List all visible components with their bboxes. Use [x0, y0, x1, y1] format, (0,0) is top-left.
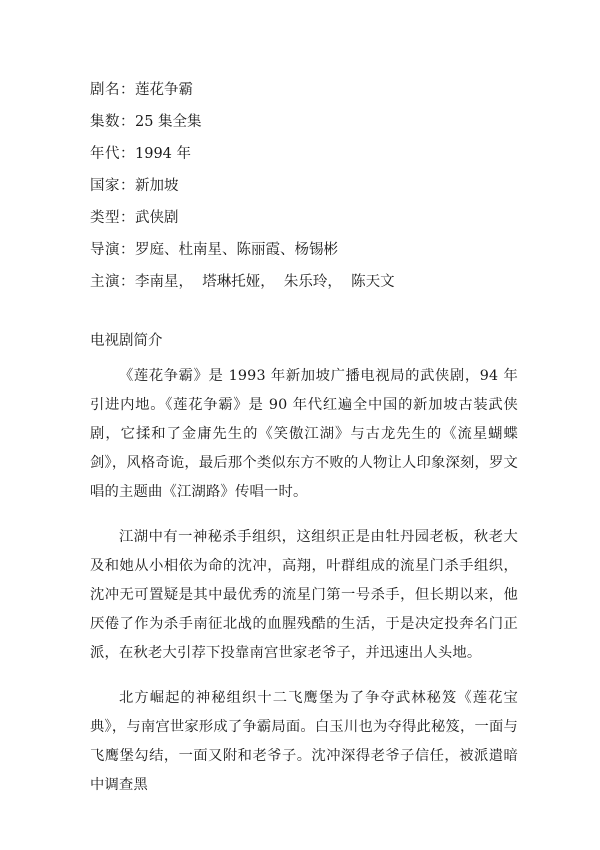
info-label: 集数： — [90, 114, 135, 130]
synopsis-body — [90, 362, 518, 816]
info-label: 年代： — [90, 146, 135, 162]
info-value: 25 集全集 — [135, 114, 202, 130]
info-country — [90, 174, 520, 206]
info-value: 莲花争霸 — [135, 82, 193, 98]
info-value: 罗庭、杜南星、陈丽霞、杨锡彬 — [135, 242, 338, 258]
info-directors — [90, 238, 520, 270]
synopsis-heading: 电视剧简介 — [90, 333, 163, 349]
info-value: 武侠剧 — [135, 210, 179, 226]
info-genre — [90, 206, 520, 238]
info-year — [90, 142, 520, 174]
info-value: 1994 年 — [135, 146, 192, 162]
synopsis-paragraph: 江湖中有一神秘杀手组织，这组织正是由牡丹园老板，秋老大及和她从小相依为命的沈冲，高翔，叶群组成的流星门杀手组织，沈冲无可置疑是其中最优秀的流星门第一号杀手，但长期以来，他厌倦了作为杀手南征北战的血腥残酷的生活，于是决定投奔名门正派，在秋老大引荐下投靠南宫世家老爷子，并迅速出人头地。 — [90, 529, 518, 661]
info-label: 导演： — [90, 242, 135, 258]
info-value: 李南星， 塔琳托娅， 朱乐玲， 陈天文 — [135, 274, 395, 290]
synopsis-paragraph: 《莲花争霸》是 1993 年新加坡广播电视局的武侠剧，94 年引进内地。《莲花争霸》是 90 年代红遍全中国的新加坡古装武侠剧，它揉和了金庸先生的《笑傲江湖》与古龙先生的《流星蝴蝶剑》，风格奇诡，最后那个类似东方不败的人物让人印象深刻，罗文唱的主题曲《江湖路》传唱一时。 — [90, 368, 518, 500]
info-label: 剧名： — [90, 82, 135, 98]
drama-info-list — [90, 78, 520, 302]
info-value: 新加坡 — [135, 178, 179, 194]
info-label: 主演： — [90, 274, 135, 290]
synopsis-paragraph: 北方崛起的神秘组织十二飞鹰堡为了争夺武林秘笈《莲花宝典》，与南宫世家形成了争霸局面。白玉川也为夺得此秘笈，一面与飞鹰堡勾结，一面又附和老爷子。沈冲深得老爷子信任，被派遣暗中调查黑 — [90, 690, 518, 793]
info-title — [90, 78, 520, 110]
info-episodes — [90, 110, 520, 142]
info-cast — [90, 270, 520, 302]
info-label: 国家： — [90, 178, 135, 194]
info-label: 类型： — [90, 210, 135, 226]
